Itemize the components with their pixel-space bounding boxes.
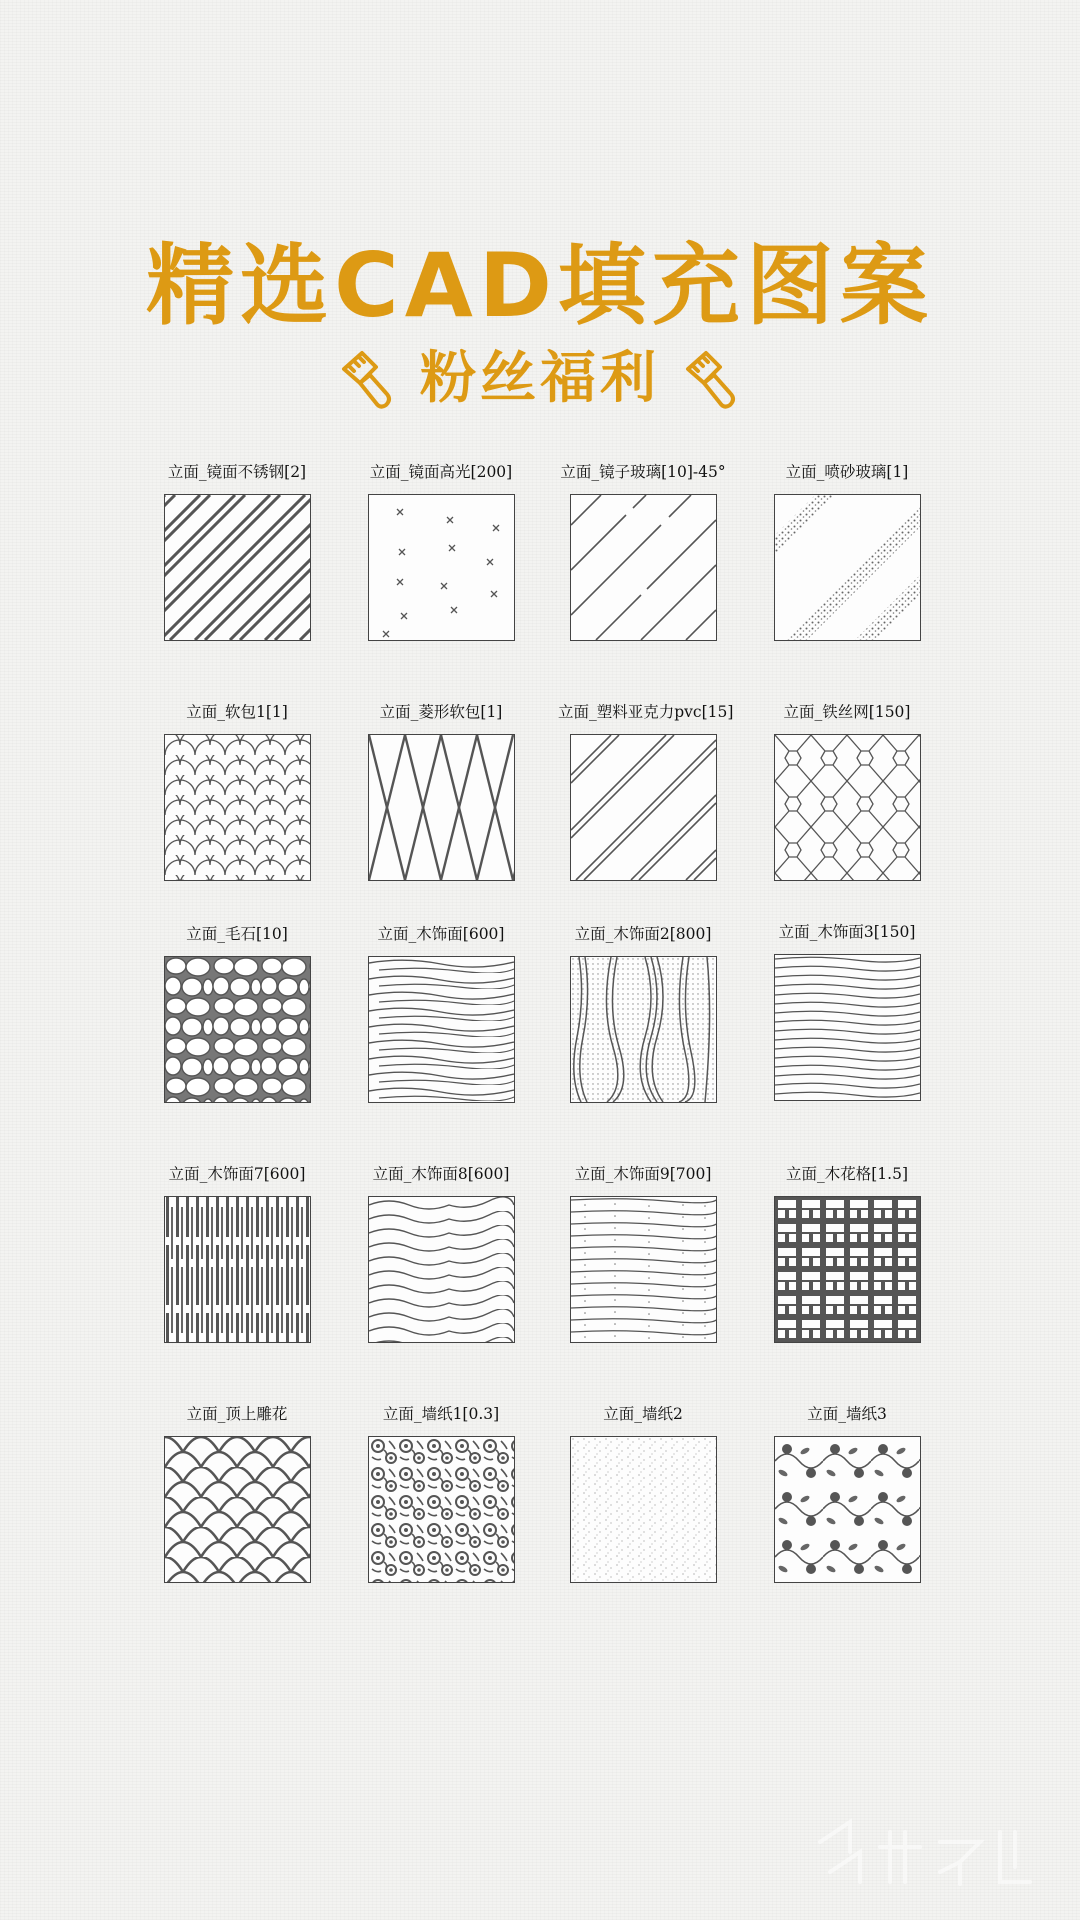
pattern-label: 立面_墙纸2	[603, 1405, 683, 1423]
pattern-tile	[356, 1160, 526, 1343]
pattern-tile	[152, 458, 322, 641]
paint-brush-icon	[336, 347, 400, 411]
pattern-tile	[762, 1400, 932, 1583]
page-title: 精选CAD填充图案	[146, 234, 934, 337]
pattern-swatch	[774, 1196, 921, 1343]
pattern-tile	[558, 920, 728, 1103]
pattern-swatch	[368, 956, 515, 1103]
pattern-label: 立面_毛石[10]	[186, 925, 288, 943]
pattern-label: 立面_喷砂玻璃[1]	[785, 463, 909, 481]
pattern-tile	[356, 1400, 526, 1583]
pattern-label: 立面_木饰面7[600]	[168, 1165, 306, 1183]
pattern-tile	[558, 1400, 728, 1583]
pattern-label: 立面_顶上雕花	[186, 1405, 288, 1423]
watermark-logo	[810, 1812, 1040, 1892]
pattern-tile	[558, 698, 734, 881]
pattern-label: 立面_墙纸3	[807, 1405, 887, 1423]
subtitle-row	[0, 344, 1080, 414]
pattern-label: 立面_木饰面8[600]	[372, 1165, 510, 1183]
pattern-label: 立面_木饰面2[800]	[574, 925, 712, 943]
pattern-swatch	[570, 956, 717, 1103]
pattern-label: 立面_软包1[1]	[186, 703, 288, 721]
pattern-label: 立面_镜子玻璃[10]-45°	[560, 463, 726, 481]
pattern-tile	[558, 1160, 728, 1343]
pattern-label: 立面_镜面高光[200]	[369, 463, 513, 481]
pattern-tile	[356, 458, 526, 641]
pattern-swatch	[774, 1436, 921, 1583]
pattern-swatch	[570, 1196, 717, 1343]
pattern-tile	[152, 1400, 322, 1583]
paint-brush-icon	[680, 347, 744, 411]
pattern-swatch	[164, 494, 311, 641]
pattern-swatch	[164, 734, 311, 881]
pattern-swatch	[368, 1436, 515, 1583]
pattern-label: 立面_铁丝网[150]	[783, 703, 911, 721]
pattern-tile	[356, 698, 526, 881]
pattern-label: 立面_木饰面9[700]	[574, 1165, 712, 1183]
pattern-label: 立面_木饰面[600]	[377, 925, 505, 943]
pattern-label: 立面_木饰面3[150]	[778, 923, 916, 941]
pattern-swatch	[164, 1196, 311, 1343]
pattern-tile	[762, 918, 932, 1101]
pattern-swatch	[164, 1436, 311, 1583]
pattern-label: 立面_木花格[1.5]	[786, 1165, 908, 1183]
pattern-swatch	[570, 494, 717, 641]
pattern-tile	[558, 458, 728, 641]
pattern-swatch	[368, 494, 515, 641]
pattern-swatch	[774, 734, 921, 881]
pattern-tile	[152, 920, 322, 1103]
pattern-swatch	[774, 954, 921, 1101]
pattern-swatch	[368, 734, 515, 881]
pattern-label: 立面_墙纸1[0.3]	[382, 1405, 500, 1423]
pattern-swatch	[570, 1436, 717, 1583]
pattern-label: 立面_菱形软包[1]	[379, 703, 503, 721]
pattern-swatch	[164, 956, 311, 1103]
page-subtitle: 粉丝福利	[420, 346, 660, 411]
pattern-tile	[762, 1160, 932, 1343]
pattern-tile	[762, 698, 932, 881]
pattern-tile	[356, 920, 526, 1103]
pattern-tile	[762, 458, 932, 641]
pattern-label: 立面_镜面不锈钢[2]	[167, 463, 307, 481]
pattern-swatch	[368, 1196, 515, 1343]
pattern-label: 立面_塑料亚克力pvc[15]	[558, 703, 734, 721]
pattern-swatch	[570, 734, 717, 881]
pattern-tile	[152, 698, 322, 881]
pattern-swatch	[774, 494, 921, 641]
pattern-tile	[152, 1160, 322, 1343]
